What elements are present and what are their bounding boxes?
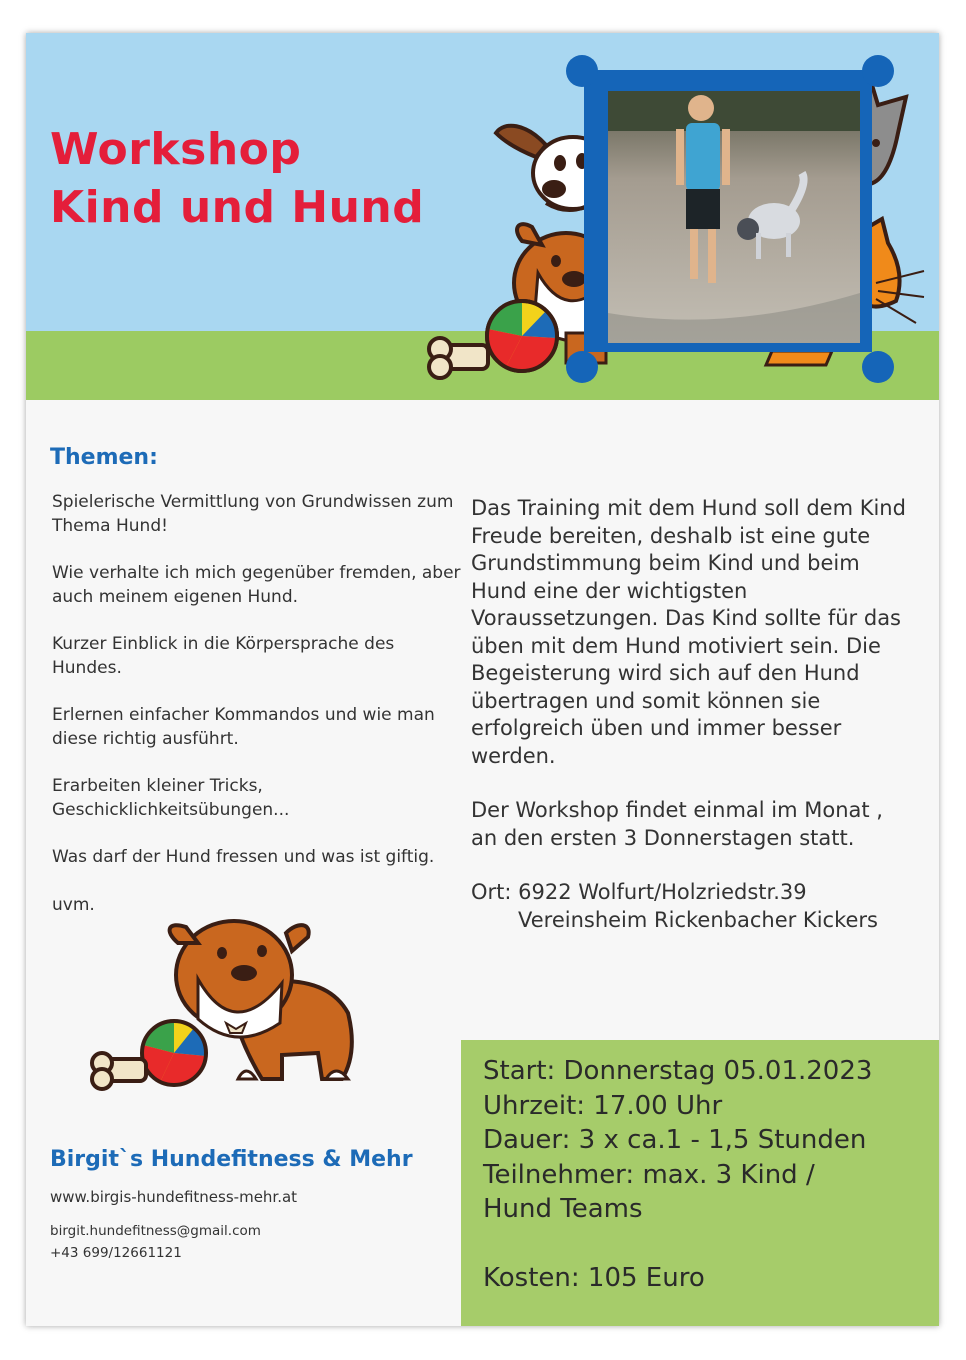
topic-item: Was darf der Hund fressen und was ist giftig. bbox=[52, 847, 435, 867]
brand-name: Birgit`s Hundefitness & Mehr bbox=[50, 1147, 413, 1172]
location bbox=[471, 879, 911, 934]
website-link[interactable]: www.birgis-hundefitness-mehr.at bbox=[50, 1188, 298, 1206]
duration: Dauer: 3 x ca.1 - 1,5 Stunden bbox=[483, 1125, 867, 1155]
header-illustration bbox=[26, 33, 939, 400]
topic-item: uvm. bbox=[52, 894, 95, 915]
topic-item: Erarbeiten kleiner Tricks, Geschicklichkeitsübungen... bbox=[52, 776, 290, 820]
topics-list bbox=[52, 491, 462, 941]
flyer-page bbox=[26, 33, 939, 1326]
event-details bbox=[483, 1054, 923, 1295]
location-venue: Vereinsheim Rickenbacher Kickers bbox=[518, 907, 878, 932]
participants: Teilnehmer: max. 3 Kind / bbox=[483, 1159, 815, 1190]
beach-ball-icon bbox=[142, 1021, 206, 1085]
bulldog-illustration bbox=[86, 903, 386, 1103]
description-paragraph-1: Das Training mit dem Hund soll dem Kind Freude bereiten, deshalb ist eine gute Grundstimmung beim Kind und beim Hund eine der wichtigsten Voraussetzungen. Das Kind sollte für das üben mit dem Hund motiviert sein. Die Begeisterung wird sich auf den Hund übertragen und somit können sie erfolgreich üben und immer besser werden. bbox=[471, 496, 906, 768]
start-time: Uhrzeit: 17.00 Uhr bbox=[483, 1090, 723, 1121]
location-address: Ort: 6922 Wolfurt/Holzriedstr.39 bbox=[471, 880, 807, 904]
beach-ball-icon bbox=[487, 301, 557, 371]
topic-item: Wie verhalte ich mich gegenüber fremden, aber auch meinem eigenen Hund. bbox=[52, 563, 461, 607]
topic-item: Spielerische Vermittlung von Grundwissen zum Thema Hund! bbox=[52, 492, 454, 536]
info-box bbox=[461, 1040, 939, 1326]
photo-child-with-dog bbox=[608, 91, 860, 343]
description-paragraph-2: Der Workshop findet einmal im Monat , an den ersten 3 Donnerstagen statt. bbox=[471, 798, 883, 850]
participants-teams: Hund Teams bbox=[483, 1194, 643, 1224]
cost: Kosten: 105 Euro bbox=[483, 1262, 705, 1293]
spacer bbox=[483, 1227, 923, 1261]
start-date: Start: Donnerstag 05.01.2023 bbox=[483, 1056, 873, 1086]
title-line-1: Workshop bbox=[50, 124, 302, 175]
topic-item: Kurzer Einblick in die Körpersprache des Hundes. bbox=[52, 634, 395, 678]
phone-number: +43 699/12661121 bbox=[50, 1245, 182, 1261]
email-link[interactable]: birgit.hundefitness@gmail.com bbox=[50, 1223, 261, 1239]
topics-heading: Themen: bbox=[50, 445, 158, 470]
bone-icon bbox=[92, 1053, 146, 1089]
topic-item: Erlernen einfacher Kommandos und wie man diese richtig ausführt. bbox=[52, 705, 435, 749]
bone-icon bbox=[429, 338, 488, 378]
description-text bbox=[471, 495, 911, 961]
title-line-2: Kind und Hund bbox=[50, 182, 425, 233]
